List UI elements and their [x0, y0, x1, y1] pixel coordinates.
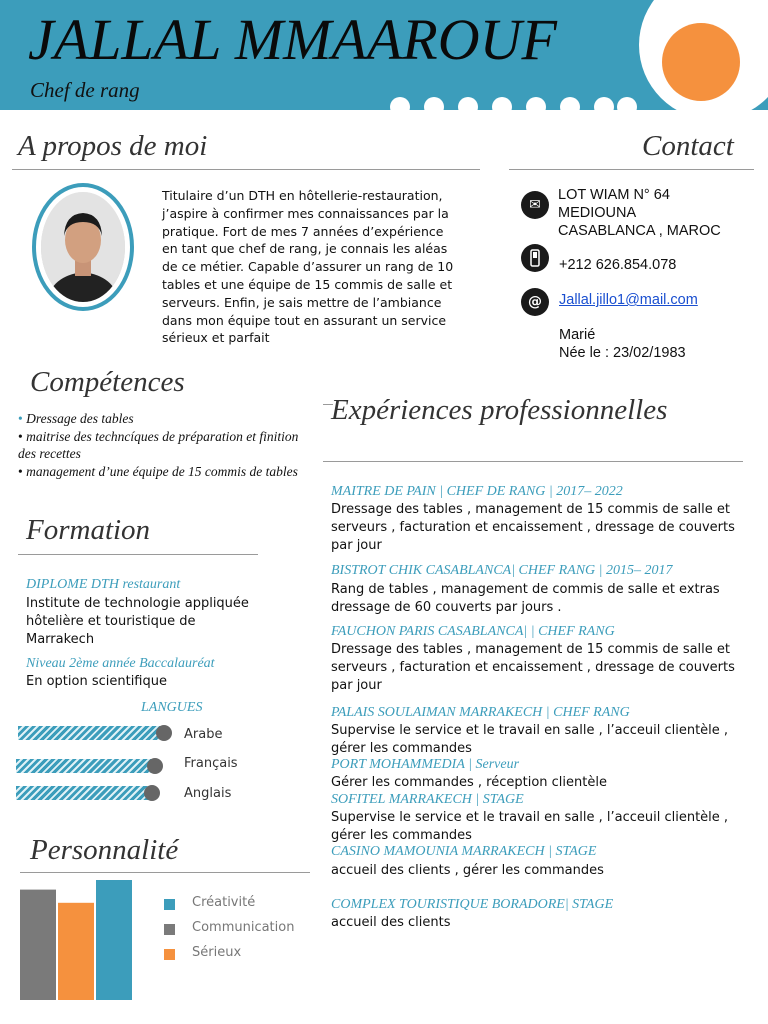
language-level-bar [16, 786, 156, 800]
language-label: Français [184, 756, 238, 771]
profile-photo [41, 192, 125, 302]
job-title: Chef de rang [30, 78, 140, 102]
bar-sérieux [58, 903, 94, 1000]
language-level-knob [144, 785, 160, 801]
birth-date: Née le : 23/02/1983 [559, 345, 686, 361]
skill-item: • maitrise des techncíques de préparation et finition des recettes [18, 428, 299, 461]
experience-title: PORT MOHAMMEDIA | Serveur [331, 757, 520, 772]
experience-desc: Gérer les commandes , réception clientèle [331, 775, 607, 790]
header-dot [526, 97, 546, 117]
experience-desc: Dressage des tables , management de 15 commis de salle et serveurs , facturation et encaissement , dressage de couverts par jour [331, 642, 735, 693]
personality-heading: Personnalité [30, 834, 179, 866]
experience-desc: accueil des clients , gérer les commandes [331, 863, 604, 878]
header-dot [390, 97, 410, 117]
mail-icon: ✉ [521, 191, 549, 219]
language-label: Anglais [184, 786, 232, 801]
experience-desc: accueil des clients [331, 915, 451, 930]
experience-title: FAUCHON PARIS CASABLANCA| | CHEF RANG [331, 624, 615, 639]
contact-rule [509, 169, 754, 170]
skill-item: • management d’une équipe de 15 commis de tables [18, 463, 298, 479]
experience-desc: Supervise le service et le travail en salle , l’acceuil clientèle , gérer les commandes [331, 810, 729, 843]
header-dot [458, 97, 478, 117]
experience-title: MAITRE DE PAIN | CHEF DE RANG | 2017– 2022 [331, 484, 623, 499]
experience-desc: Dressage des tables , management de 15 commis de salle et serveurs , facturation et encaissement , dressage de couverts par jour [331, 502, 735, 553]
language-level-bar [18, 726, 166, 740]
formation-title: Niveau 2ème année Baccalauréat [26, 656, 215, 671]
email-link[interactable]: Jallal.jillo1@mail.com [559, 292, 698, 308]
language-level-bar [16, 759, 158, 773]
experience-heading: Expériences professionnelles [331, 394, 668, 426]
experience-title: SOFITEL MARRAKECH | STAGE [331, 792, 524, 807]
header-dot [424, 97, 444, 117]
experience-title: COMPLEX TOURISTIQUE BORADORE| STAGE [331, 897, 614, 912]
language-level-knob [147, 758, 163, 774]
bar-communication [20, 890, 56, 1000]
header-dot [594, 97, 614, 117]
experience-rule [323, 461, 743, 462]
language-label: Arabe [184, 727, 223, 742]
personality-bar-chart [18, 876, 138, 1000]
formation-title: DIPLOME DTH restaurant [26, 577, 181, 592]
legend-swatch [164, 949, 175, 960]
about-rule [12, 169, 480, 170]
experience-desc: Supervise le service et le travail en salle , l’acceuil clientèle , gérer les commandes [331, 723, 729, 756]
header-dot [560, 97, 580, 117]
languages-heading: LANGUES [141, 700, 203, 715]
header-dot [617, 97, 637, 117]
legend-label: Créativité [192, 895, 256, 910]
experience-title: CASINO MAMOUNIA MARRAKECH | STAGE [331, 844, 597, 859]
phone-icon [521, 244, 549, 272]
legend-label: Sérieux [192, 945, 242, 960]
at-icon: @ [521, 288, 549, 316]
skills-heading: Compétences [30, 366, 185, 398]
experience-desc: Rang de tables , management de commis de salle et extras dressage de 60 couverts par jours . [331, 582, 720, 615]
candidate-name: JALLAL MMAAROUF [28, 7, 557, 72]
personality-rule [20, 872, 310, 873]
legend-swatch [164, 899, 175, 910]
legend-label: Communication [192, 920, 295, 935]
about-text: Titulaire d’un DTH en hôtellerie-restauration, j’aspire à confirmer mes connaissances par la pratique. Fort de mes 7 années d’expérience en tant que chef de rang, je connais les aléas de ce métier. Capable d’assurer un rang de 10 tables et une équipe de 15 commis de salle et serveurs. Enfin, je sais mettre de l’ambiance dans mon équipe tout en assurant un service sérieux et parfait [162, 188, 454, 346]
skill-item: • Dressage des tables [18, 411, 134, 426]
experience-title: PALAIS SOULAIMAN MARRAKECH | CHEF RANG [331, 705, 630, 720]
address-line-2: MEDIOUNA [558, 205, 637, 221]
language-level-knob [156, 725, 172, 741]
formation-detail: Institute de technologie appliquée hôtelière et touristique de Marrakech [26, 596, 249, 647]
skills-list [18, 410, 308, 480]
phone-number: +212 626.854.078 [559, 257, 677, 273]
experience-title: BISTROT CHIK CASABLANCA| CHEF RANG | 2015– 2017 [331, 563, 673, 578]
marital-status: Marié [559, 327, 596, 343]
about-heading: A propos de moi [18, 130, 208, 162]
address-line-3: CASABLANCA , MAROC [558, 223, 721, 239]
formation-rule [18, 554, 258, 555]
formation-detail: En option scientifique [26, 674, 167, 689]
contact-heading: Contact [642, 130, 734, 162]
header-dot [492, 97, 512, 117]
bar-créativité [96, 880, 132, 1000]
legend-swatch [164, 924, 175, 935]
formation-heading: Formation [26, 514, 151, 546]
orange-dot-decoration [662, 23, 740, 101]
address-line-1: LOT WIAM N° 64 [558, 187, 670, 203]
